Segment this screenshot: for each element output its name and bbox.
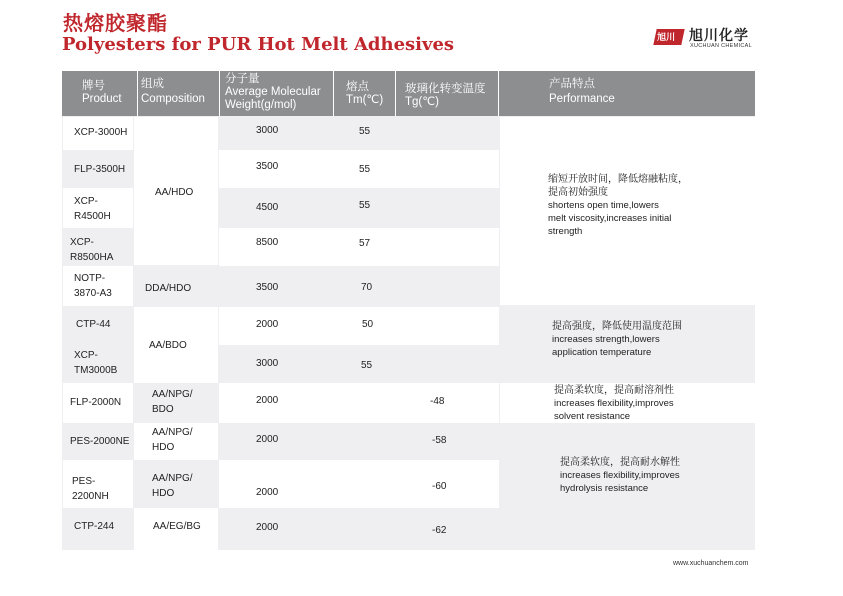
performance-cell: 提高强度，降低使用温度范围 increases strength,lowers application temperature xyxy=(552,321,682,358)
product-cell: XCP-3000H xyxy=(74,127,128,138)
product-cell: NOTP- 3870-A3 xyxy=(74,273,112,299)
mw-cell: 3500 xyxy=(256,282,279,293)
logo-name-cn: 旭川化学 xyxy=(689,28,749,44)
composition-cell: AA/HDO xyxy=(155,187,194,198)
product-cell: CTP-44 xyxy=(76,319,111,330)
table-header xyxy=(62,71,755,116)
composition-cell: AA/BDO xyxy=(149,340,187,351)
tm-cell: 50 xyxy=(362,319,374,330)
header-product: 牌号 Product xyxy=(82,80,122,105)
mw-cell: 3500 xyxy=(256,161,279,172)
mw-cell: 2000 xyxy=(256,319,279,330)
mw-cell: 3000 xyxy=(256,358,279,369)
header-performance: 产品特点 Performance xyxy=(549,78,615,105)
page-title-cn: 热熔胶聚酯 xyxy=(63,11,168,35)
tm-cell: 55 xyxy=(361,360,373,371)
product-cell: PES-2000NE xyxy=(70,436,130,447)
mw-cell: 2000 xyxy=(256,522,279,533)
product-cell: XCP- R4500H xyxy=(74,196,111,222)
product-cell: PES- 2200NH xyxy=(72,476,109,502)
header-tg: 玻璃化转变温度 Tg(℃) xyxy=(405,83,486,108)
tg-cell: -62 xyxy=(432,525,447,536)
mw-cell: 8500 xyxy=(256,237,279,248)
performance-cell: 缩短开放时间，降低熔融粘度， 提高初始强度 shortens open time,lowers melt viscosity,increases initial strength xyxy=(548,174,688,237)
composition-cell: AA/NPG/ HDO xyxy=(152,473,193,499)
mw-cell: 2000 xyxy=(256,395,279,406)
header-divider xyxy=(219,71,220,116)
page-title-en: Polyesters for PUR Hot Melt Adhesives xyxy=(62,34,455,55)
tm-cell: 55 xyxy=(359,126,371,137)
product-cell: FLP-2000N xyxy=(70,397,122,408)
composition-cell: AA/EG/BG xyxy=(153,521,201,532)
tm-cell: 55 xyxy=(359,164,371,175)
header-divider xyxy=(498,71,499,116)
company-logo xyxy=(655,25,765,51)
header-divider xyxy=(137,71,138,116)
composition-cell: AA/NPG/ HDO xyxy=(152,427,193,453)
tm-cell: 57 xyxy=(359,238,371,249)
header-molecular-weight: 分子量 Average Molecular Weight(g/mol) xyxy=(225,73,321,111)
mw-cell: 2000 xyxy=(256,487,279,498)
composition-cell: AA/NPG/ BDO xyxy=(152,389,193,415)
header-divider xyxy=(395,71,396,116)
footer-url: www.xuchuanchem.com xyxy=(673,560,749,567)
header-composition: 组成 Composition xyxy=(141,78,205,105)
tm-cell: 55 xyxy=(359,200,371,211)
tg-cell: -60 xyxy=(432,481,447,492)
performance-cell: 提高柔软度，提高耐溶剂性 increases flexibility,improves solvent resistance xyxy=(554,385,674,422)
mw-cell: 2000 xyxy=(256,434,279,445)
header-divider xyxy=(333,71,334,116)
performance-cell: 提高柔软度，提高耐水解性 increases flexibility,improves hydrolysis resistance xyxy=(560,457,680,494)
cell-bg xyxy=(219,460,499,508)
product-cell: XCP- TM3000B xyxy=(74,350,118,376)
tg-cell: -58 xyxy=(432,435,447,446)
logo-name-en: XUCHUAN CHEMICAL xyxy=(690,43,752,49)
header-tm: 熔点 Tm(℃) xyxy=(346,81,384,106)
mw-cell: 4500 xyxy=(256,202,279,213)
tm-cell: 70 xyxy=(361,282,373,293)
product-cell: CTP-244 xyxy=(74,521,115,532)
mw-cell: 3000 xyxy=(256,125,279,136)
product-cell: XCP- R8500HA xyxy=(70,237,114,263)
composition-cell: DDA/HDO xyxy=(145,283,192,294)
product-cell: FLP-3500H xyxy=(74,164,126,175)
tg-cell: -48 xyxy=(430,396,445,407)
logo-mark-icon: 旭川 xyxy=(653,29,684,45)
